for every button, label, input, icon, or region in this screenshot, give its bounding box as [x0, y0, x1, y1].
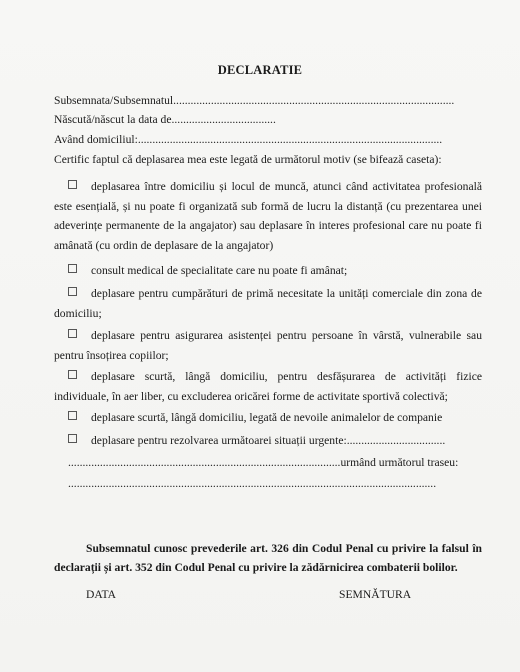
checkbox-exercise[interactable] — [68, 370, 77, 379]
certify-text: Certific faptul că deplasarea mea este legată de următorul motiv (se bifează caseta): — [54, 153, 442, 166]
route-line[interactable]: ..............................................................................................urmând următorul traseu: — [68, 456, 459, 469]
option-work-label: deplasarea între domiciliu și locul de muncă, atunci când activitatea profesională este esențială, și nu poate fi organizată sub formă de lucru la distanță (cu prezentarea unei adeverințe permanente de la angajator) sau deplasare în interes profesional care nu poate fi amânată (cu ordin de deplasare de la angajator) — [54, 180, 482, 252]
signature-label: SEMNĂTURA — [339, 588, 412, 601]
page-title: DECLARATIE — [217, 63, 303, 77]
domicile-field[interactable]: Având domiciliul:......................................................................................................... — [54, 133, 443, 146]
option-assistance — [54, 326, 482, 365]
option-shopping — [54, 284, 482, 323]
option-urgent — [54, 431, 482, 451]
checkbox-shopping[interactable] — [68, 287, 77, 296]
birth-date-field[interactable]: Născută/născut la data de.................................... — [54, 113, 276, 126]
option-medical — [54, 261, 482, 281]
legal-statement: Subsemnatul cunosc prevederile art. 326 din Codul Penal cu privire la falsul în declarații și art. 352 din Codul Penal cu privire la zădărnicirea combaterii bolilor. — [54, 542, 482, 574]
checkbox-urgent[interactable] — [68, 434, 77, 443]
option-urgent-label[interactable]: deplasare pentru rezolvarea următoarei situații urgente:.................................. — [91, 434, 446, 447]
option-medical-label: consult medical de specialitate care nu poate fi amânat; — [91, 264, 348, 277]
option-assistance-label: deplasare pentru asigurarea asistenței pentru persoane în vârstă, vulnerabile sau pentru însoțirea copiilor; — [54, 329, 482, 362]
checkbox-medical[interactable] — [68, 264, 77, 273]
date-label: DATA — [86, 588, 116, 601]
checkbox-work[interactable] — [68, 180, 77, 189]
option-pets — [54, 408, 482, 428]
option-work — [54, 177, 482, 255]
option-shopping-label: deplasare pentru cumpărături de primă necesitate la unități comerciale din zona de domiciliu; — [54, 287, 482, 320]
route-dots-field[interactable]: ............................................................................................................................... — [68, 477, 437, 490]
option-exercise — [54, 367, 482, 406]
checkbox-assistance[interactable] — [68, 329, 77, 338]
checkbox-pets[interactable] — [68, 411, 77, 420]
name-field[interactable]: Subsemnata/Subsemnatul................................................................................................. — [54, 94, 455, 107]
option-pets-label: deplasare scurtă, lângă domiciliu, legată de nevoile animalelor de companie — [91, 411, 443, 424]
option-exercise-label: deplasare scurtă, lângă domiciliu, pentru desfășurarea de activități fizice individuale, în aer liber, cu excluderea oricărei forme de activitate sportivă colectivă; — [54, 370, 482, 403]
